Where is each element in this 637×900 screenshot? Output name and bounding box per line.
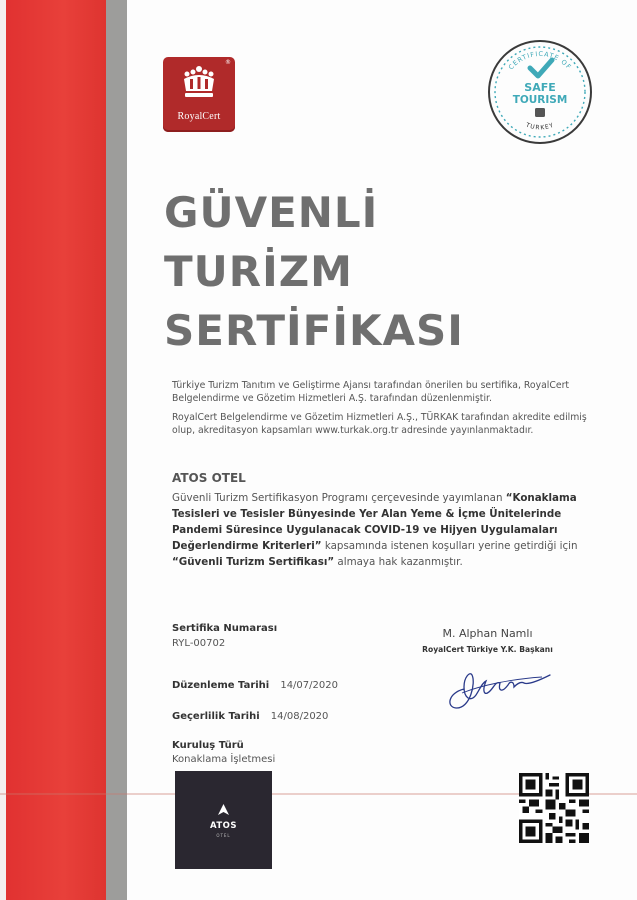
atos-triangle-icon bbox=[217, 803, 230, 816]
organization-type-block bbox=[172, 733, 275, 765]
issue-date-label: Düzenleme Tarihi bbox=[172, 680, 270, 691]
registered-mark: ® bbox=[225, 59, 231, 66]
organization-type: Konaklama İşletmesi bbox=[172, 754, 276, 765]
statement-certificate-name: “Güvenli Turizm Sertifikası” bbox=[172, 556, 335, 568]
seal-emblem-icon bbox=[535, 108, 545, 117]
safe-tourism-seal bbox=[486, 38, 594, 146]
statement-text-1: Güvenli Turizm Sertifikasyon Programı çerçevesinde yayımlanan bbox=[172, 492, 506, 504]
page-edge bbox=[0, 0, 6, 900]
grey-side-band bbox=[106, 0, 127, 900]
certificate-number-label: Sertifika Numarası bbox=[172, 623, 278, 634]
atos-hotel-logo bbox=[175, 771, 272, 869]
seal-line-safe: SAFE bbox=[524, 81, 556, 94]
certificate-number: RYL-00702 bbox=[172, 638, 226, 649]
signer-title: RoyalCert Türkiye Y.K. Başkanı bbox=[422, 645, 553, 654]
crown-icon bbox=[180, 65, 218, 99]
organization-name: ATOS OTEL bbox=[172, 471, 246, 485]
organization-type-label: Kuruluş Türü bbox=[172, 740, 244, 751]
intro-text bbox=[172, 379, 592, 443]
atos-wordmark: ATOS bbox=[209, 821, 238, 831]
checkmark-icon bbox=[530, 60, 552, 76]
atos-subtitle: OTEL bbox=[216, 833, 231, 838]
statement-text-2: kapsamında istenen koşulları yerine getirdiği için bbox=[321, 540, 578, 552]
certificate-statement bbox=[172, 490, 592, 570]
title-line-2: TURİZM bbox=[164, 247, 353, 296]
seal-arc-top: CERTIFICATE OF bbox=[506, 49, 574, 72]
issue-date-block bbox=[172, 673, 338, 692]
svg-text:TURKEY bbox=[524, 121, 555, 131]
intro-paragraph-2: RoyalCert Belgelendirme ve Gözetim Hizmetleri A.Ş., TÜRKAK tarafından akredite edilmiş olup, akreditasyon kapsamları www.turkak.org.tr adresinde yayınlanmaktadır. bbox=[172, 412, 587, 436]
seal-arc-bottom: TURKEY bbox=[524, 121, 556, 132]
valid-date-block bbox=[172, 704, 328, 723]
certificate-number-block bbox=[172, 616, 277, 649]
issue-date: 14/07/2020 bbox=[280, 680, 338, 691]
signature-icon bbox=[442, 663, 554, 713]
royalcert-wordmark: RoyalCert bbox=[177, 111, 221, 122]
red-side-band bbox=[0, 0, 106, 900]
valid-date-label: Geçerlilik Tarihi bbox=[172, 711, 260, 722]
signer-block bbox=[405, 627, 570, 654]
seal-line-tourism: TOURISM bbox=[512, 94, 568, 106]
title-line-3: SERTİFİKASI bbox=[164, 306, 464, 355]
certificate-title bbox=[164, 183, 524, 360]
intro-paragraph-1: Türkiye Turizm Tanıtım ve Geliştirme Ajansı tarafından önerilen bu sertifika, RoyalCert Belgelendirme ve Gözetim Hizmetleri A.Ş. tarafından düzenlenmiştir. bbox=[172, 380, 570, 404]
valid-date: 14/08/2020 bbox=[270, 711, 329, 722]
royalcert-logo bbox=[163, 57, 235, 132]
title-line-1: GÜVENLİ bbox=[164, 188, 379, 237]
qr-code-icon bbox=[519, 773, 589, 843]
statement-text-3: almaya hak kazanmıştır. bbox=[334, 556, 463, 568]
statement-criteria: “Konaklama Tesisleri ve Tesisler Bünyesinde Yer Alan Yeme & İçme Ünitelerinde Pandemi Süresince Uygulanacak COVID-19 ve Hijyen Uygulamaları Değerlendirme Kriterleri” bbox=[172, 492, 577, 552]
signer-name: M. Alphan Namlı bbox=[442, 627, 533, 640]
